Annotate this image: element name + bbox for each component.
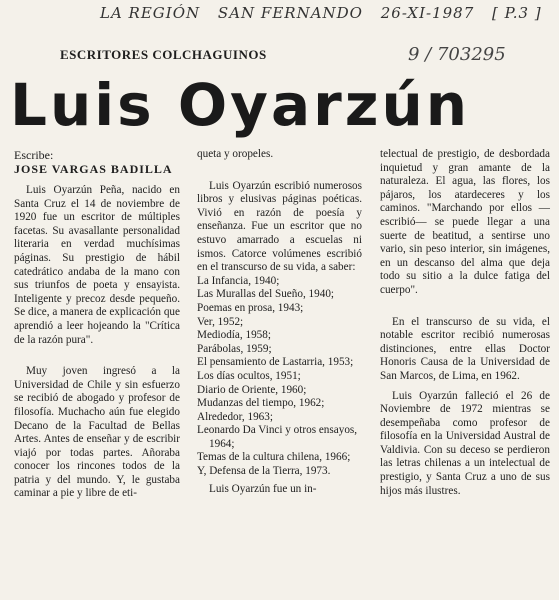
column-3 bbox=[380, 148, 550, 498]
list-item: Poemas en prosa, 1943; bbox=[197, 301, 304, 314]
note-city: SAN FERNANDO bbox=[217, 4, 363, 22]
note-paper: LA REGIÓN bbox=[100, 4, 201, 22]
list-item: Temas de la cultura chilena, 1966; bbox=[197, 451, 351, 464]
handwritten-clipping-note bbox=[100, 4, 554, 22]
list-item: La Infancia, 1940; bbox=[197, 274, 280, 287]
list-item: Los días ocultos, 1951; bbox=[197, 369, 301, 382]
paragraph: Luis Oyarzún fue un in- bbox=[209, 482, 317, 495]
note-date: 26-XI-1987 bbox=[380, 4, 475, 22]
list-item: Leonardo Da Vinci y otros ensayos, 1964; bbox=[197, 424, 358, 450]
paragraph: Luis Oyarzún falleció el 26 de Noviembre de 1972 mientras se desempeñaba como profesor de filosofía en la Universidad Austral de Valdivia. Con su deceso se perdieron las letras chilenas a un intelectual de prestigio, y Santa Cruz a uno de sus hijos más ilustres. bbox=[380, 389, 550, 497]
list-item: Ver, 1952; bbox=[197, 315, 244, 328]
archive-number: 9 / 703295 bbox=[408, 44, 506, 65]
list-item: El pensamiento de Lastarria, 1953; bbox=[197, 356, 354, 369]
article-title: Luis Oyarzún bbox=[10, 71, 471, 139]
list-item: Las Murallas del Sueño, 1940; bbox=[197, 288, 335, 301]
paragraph: telectual de prestigio, de desbordada inquietud y gran amante de la naturaleza. El agua, las flores, los pájaros, los atardeceres y los caminos. "Marchando por ellos —escribió— se puede llegar a una suerte de beatitud, a sentirse uno vario, sin peso interior, sin imágenes, en un descanso del alma que deja todo su sitio a la dulce fatiga del cuerpo". bbox=[380, 148, 550, 296]
series-heading: ESCRITORES COLCHAGUINOS bbox=[60, 47, 267, 62]
works-list bbox=[197, 275, 362, 479]
list-item: Mediodía, 1958; bbox=[197, 329, 271, 342]
paragraph: En el transcurso de su vida, el notable escritor recibió numerosas distinciones, entre ellas Doctor Honoris Causa de la Universidad de San Marcos, de Lima, en 1962. bbox=[380, 315, 550, 382]
paragraph: queta y oropeles. bbox=[197, 148, 274, 160]
column-1 bbox=[14, 148, 180, 501]
paragraph: Luis Oyarzún escribió numerosos libros y elusivas páginas poéticas. Vivió en razón de poesía y enseñanza. Fue un escritor que no estuvo amarrado a escuelas ni ismos. Catorce volúmenes escribió en el transcurso de su vida, a saber: bbox=[197, 179, 362, 274]
list-item: Diario de Oriente, 1960; bbox=[197, 383, 307, 396]
byline-author: JOSE VARGAS BADILLA bbox=[14, 162, 173, 176]
list-item: Mudanzas del tiempo, 1962; bbox=[197, 397, 325, 410]
paragraph: Luis Oyarzún Peña, nacido en Santa Cruz el 14 de noviembre de 1920 fue un escritor de múltiples facetas. Su avasallante personalidad literaria en verdad muchísimas páginas. Su prestigio de hábil catedrático andaba de la mano con sus triunfos de poeta y ensayista. Inteligente y precoz desde pequeño. Se dice, a manera de explicación que aprendió a leer hojeando la "Crítica de la razón pura". bbox=[14, 184, 180, 346]
list-item: Alrededor, 1963; bbox=[197, 410, 273, 423]
note-page: [ P.3 ] bbox=[492, 4, 542, 22]
list-item: Parábolas, 1959; bbox=[197, 342, 272, 355]
column-2 bbox=[197, 148, 362, 496]
paragraph: Muy joven ingresó a la Universidad de Chile y sin esfuerzo se recibió de abogado y profesor de filosofía. Muchacho aún fue elegido Decano de la Facultad de Bellas Artes. Antes de enseñar y de escribir viajó por todas partes. Añoraba conocer los rincones todos de la patria y del mundo. Y, le gustaba caminar a pie y libre de eti- bbox=[14, 365, 180, 500]
byline-label: Escribe: bbox=[14, 148, 54, 162]
list-item: Y, Defensa de la Tierra, 1973. bbox=[197, 465, 331, 478]
